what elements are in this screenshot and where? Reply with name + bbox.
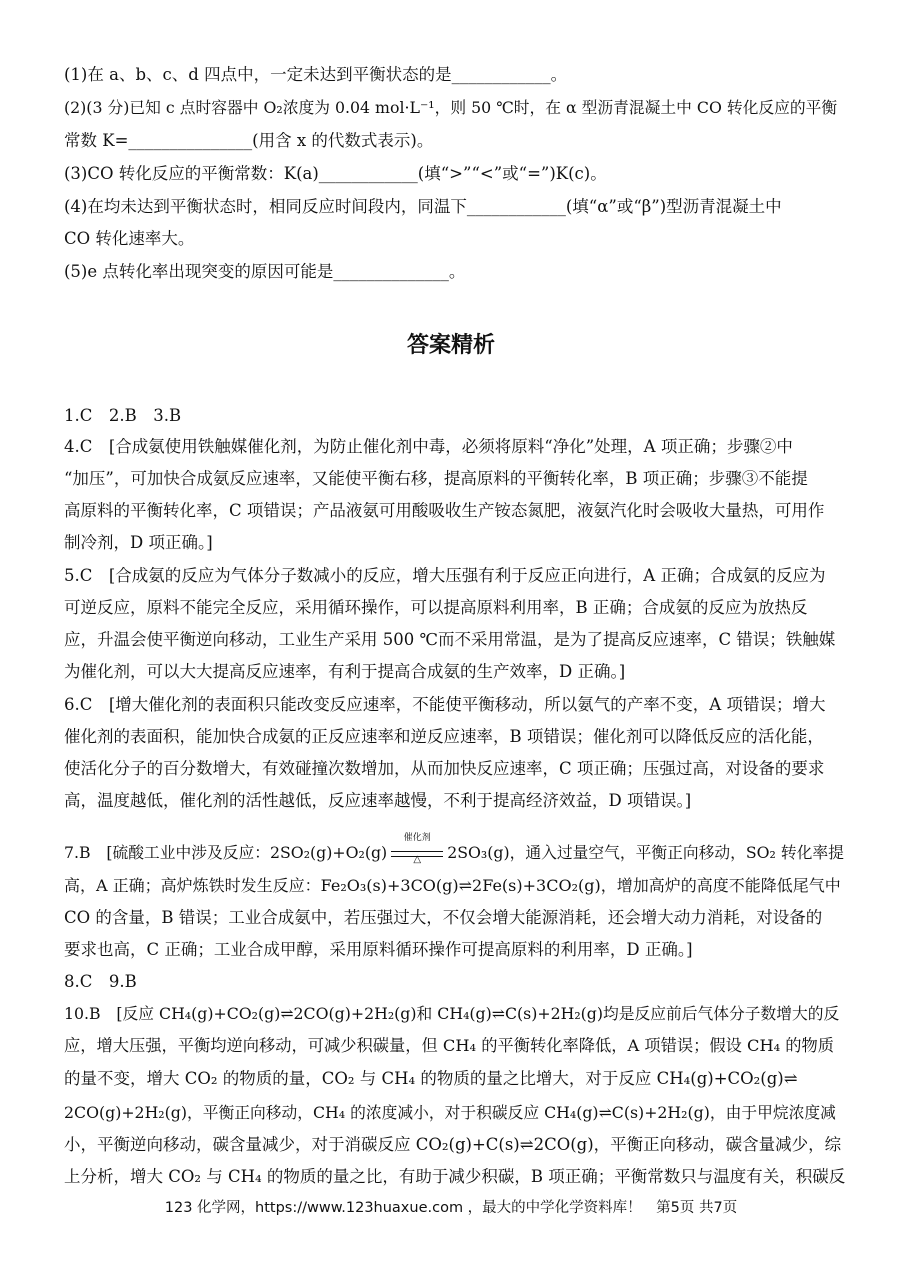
answer-line-q7	[64, 832, 844, 865]
answer-line: 2CO(g)+2H₂(g)，平衡正向移动，CH₄ 的浓度减小，对于积碳反应 CH₄(g)⇌C(s)+2H₂(g)，由于甲烷浓度减	[64, 1103, 836, 1122]
catalyst-equilibrium-arrow	[391, 832, 443, 865]
answer-line: 高，A 正确；高炉炼铁时发生反应：Fe₂O₃(s)+3CO(g)⇌2Fe(s)+3CO₂(g)，增加高炉的高度不能降低尾气中	[64, 876, 841, 895]
answer-line: 上分析，增大 CO₂ 与 CH₄ 的物质的量之比，有助于减少积碳，B 项正确；平衡常数只与温度有关，积碳反	[64, 1167, 846, 1186]
answer-line: 应，升温会使平衡逆向移动，工业生产采用 500 ℃而不采用常温，是为了提高反应速率，C 错误；铁触媒	[64, 630, 836, 649]
question-line-4: (3)CO 转化反应的平衡常数：K(a)____________(填“>”“<”或“=”)K(c)。	[64, 164, 607, 183]
answer-line: 要求也高，C 正确；工业合成甲醇，采用原料循环操作可提高原料的利用率，D 正确。]	[64, 940, 693, 959]
answer-line: 制冷剂，D 项正确。]	[64, 533, 213, 552]
answer-line: 6.C [增大催化剂的表面积只能改变反应速率，不能使平衡移动，所以氨气的产率不变，A 项错误；增大	[64, 695, 826, 714]
answer-line: 高原料的平衡转化率，C 项错误；产品液氨可用酸吸收生产铵态氮肥，液氨汽化时会吸收大量热，可用作	[64, 501, 825, 520]
question-line-3: 常数 K=_______________(用含 x 的代数式表示)。	[64, 131, 434, 150]
q7-equation-left: 7.B [硫酸工业中涉及反应：2SO₂(g)+O₂(g)	[64, 843, 388, 862]
page-footer: 123 化学网，https://www.123huaxue.com ，最大的中学化学资料库！ 第5页 共7页	[164, 1200, 738, 1216]
answer-line: “加压”，可加快合成氨反应速率，又能使平衡右移，提高原料的平衡转化率，B 项正确；步骤③不能提	[64, 469, 808, 488]
catalyst-label: 催化剂	[403, 832, 431, 843]
heat-symbol: △	[413, 853, 422, 865]
answer-line: 催化剂的表面积，能加快合成氨的正反应速率和逆反应速率，B 项错误；催化剂可以降低反应的活化能，	[64, 727, 824, 746]
answer-line: CO 的含量，B 错误；工业合成氨中，若压强过大，不仅会增大能源消耗，还会增大动力消耗，对设备的	[64, 908, 823, 927]
question-line-5: (4)在均未达到平衡状态时，相同反应时间段内，同温下____________(填“α”或“β”)型沥青混凝土中	[64, 197, 782, 216]
question-line-1: (1)在 a、b、c、d 四点中，一定未达到平衡状态的是____________。	[64, 65, 568, 84]
answer-line: 5.C [合成氨的反应为气体分子数减小的反应，增大压强有利于反应正向进行，A 正确；合成氨的反应为	[64, 566, 826, 585]
question-line-2: (2)(3 分)已知 c 点时容器中 O₂浓度为 0.04 mol·L⁻¹，则 50 ℃时，在 α 型沥青混凝土中 CO 转化反应的平衡	[64, 98, 838, 117]
answer-line: 4.C [合成氨使用铁触媒催化剂，为防止催化剂中毒，必须将原料“净化”处理，A 项正确；步骤②中	[64, 437, 793, 456]
answer-line: 1.C 2.B 3.B	[64, 406, 182, 425]
answer-line: 的量不变，增大 CO₂ 的物质的量，CO₂ 与 CH₄ 的物质的量之比增大，对于反应 CH₄(g)+CO₂(g)⇌	[64, 1069, 798, 1088]
answer-line: 为催化剂，可以大大提高反应速率，有利于提高合成氨的生产效率，D 正确。]	[64, 662, 626, 681]
answer-line: 小，平衡逆向移动，碳含量减少，对于消碳反应 CO₂(g)+C(s)⇌2CO(g)，平衡正向移动，碳含量减少，综	[64, 1135, 842, 1154]
answer-line: 8.C 9.B	[64, 972, 137, 991]
answer-line: 使活化分子的百分数增大，有效碰撞次数增加，从而加快反应速率，C 项正确；压强过高，对设备的要求	[64, 759, 825, 778]
question-line-7: (5)e 点转化率出现突变的原因可能是______________。	[64, 262, 466, 281]
answer-line: 高，温度越低，催化剂的活性越低，反应速率越慢，不利于提高经济效益，D 项错误。]	[64, 791, 692, 810]
question-line-6: CO 转化速率大。	[64, 229, 195, 248]
answer-section-title: 答案精析	[406, 333, 495, 358]
answer-line: 应，增大压强，平衡均逆向移动，可减少积碳量，但 CH₄ 的平衡转化率降低，A 项错误；假设 CH₄ 的物质	[64, 1036, 835, 1055]
answer-line: 可逆反应，原料不能完全反应，采用循环操作，可以提高原料利用率，B 正确；合成氨的反应为放热反	[64, 598, 808, 617]
q7-equation-right: 2SO₃(g)，通入过量空气，平衡正向移动，SO₂ 转化率提	[447, 843, 844, 862]
answer-line: 10.B [反应 CH₄(g)+CO₂(g)⇌2CO(g)+2H₂(g)和 CH₄(g)⇌C(s)+2H₂(g)均是反应前后气体分子数增大的反	[64, 1004, 840, 1023]
